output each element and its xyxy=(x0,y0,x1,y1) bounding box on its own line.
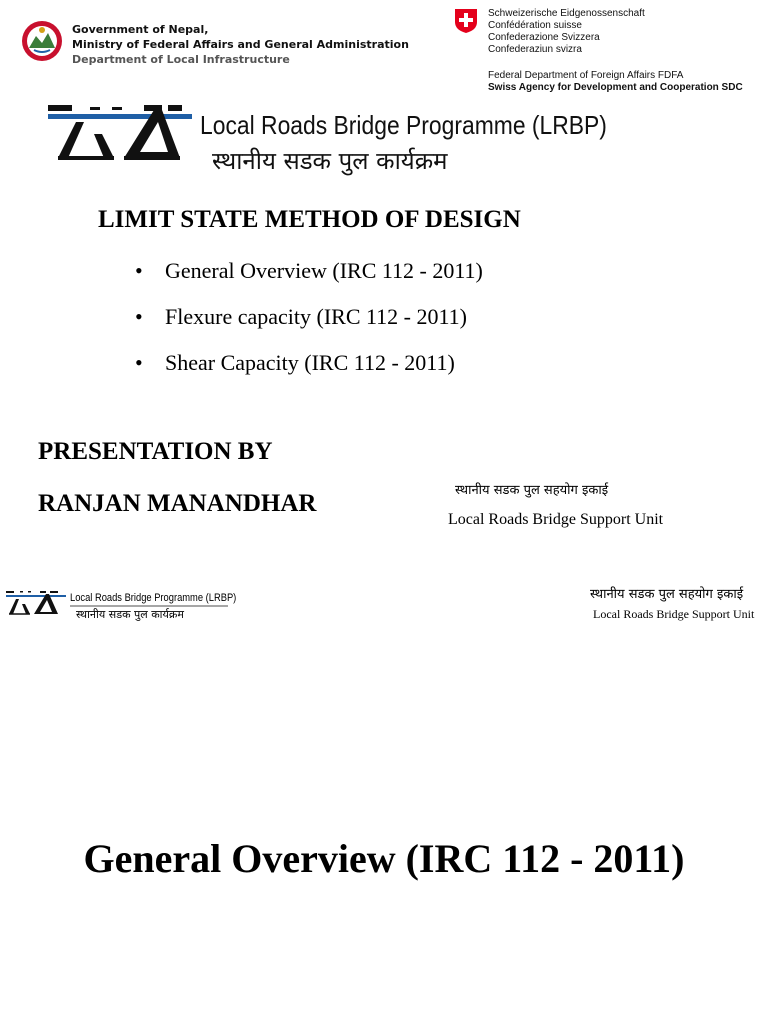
swiss-line: Schweizerische Eidgenossenschaft xyxy=(488,8,645,19)
support-unit-english: Local Roads Bridge Support Unit xyxy=(593,607,755,621)
presentation-by-label: PRESENTATION BY xyxy=(38,438,273,465)
bullet-item xyxy=(135,258,483,284)
gov-name: Government of Nepal, xyxy=(72,23,209,36)
slide-title: LIMIT STATE METHOD OF DESIGN xyxy=(98,206,521,233)
swiss-line: Confédération suisse xyxy=(488,20,582,31)
swiss-confederation-text xyxy=(488,8,645,56)
department-name: Department of Local Infrastructure xyxy=(72,53,290,66)
swiss-line: Confederazione Svizzera xyxy=(488,32,600,43)
support-unit-english: Local Roads Bridge Support Unit xyxy=(448,511,664,528)
lrbp-small-nepali: स्थानीय सडक पुल कार्यक्रम xyxy=(76,608,184,621)
swiss-line: Confederaziun svizra xyxy=(488,44,582,55)
bullet-text: Flexure capacity (IRC 112 - 2011) xyxy=(165,304,468,329)
sdc-line: Swiss Agency for Development and Cooperation SDC xyxy=(488,82,743,93)
bullet-icon: • xyxy=(135,304,143,329)
gov-header xyxy=(72,22,409,67)
lrbp-small-title: Local Roads Bridge Programme (LRBP) xyxy=(70,592,237,604)
fdfa-line: Federal Department of Foreign Affairs FDFA xyxy=(488,70,684,81)
bullet-item xyxy=(135,304,467,330)
support-unit-nepali: स्थानीय सडक पुल सहयोग इकाई xyxy=(455,483,609,498)
presenter-name: RANJAN MANANDHAR xyxy=(38,490,317,517)
swiss-flag-icon xyxy=(454,8,478,34)
bullet-text: General Overview (IRC 112 - 2011) xyxy=(165,258,483,283)
bullet-text: Shear Capacity (IRC 112 - 2011) xyxy=(165,350,455,375)
lrbp-nepali-title: स्थानीय सडक पुल कार्यक्रम xyxy=(212,147,448,175)
bullet-item xyxy=(135,350,455,376)
lrbp-title: Local Roads Bridge Programme (LRBP) xyxy=(200,110,607,140)
nepal-emblem-icon xyxy=(20,18,64,64)
bullet-icon: • xyxy=(135,350,143,375)
ministry-name: Ministry of Federal Affairs and General Administration xyxy=(72,38,409,51)
section-title: General Overview (IRC 112 - 2011) xyxy=(83,836,685,881)
support-unit-nepali: स्थानीय सडक पुल सहयोग इकाई xyxy=(590,587,744,602)
sdc-text xyxy=(488,70,743,94)
bullet-icon: • xyxy=(135,258,143,283)
